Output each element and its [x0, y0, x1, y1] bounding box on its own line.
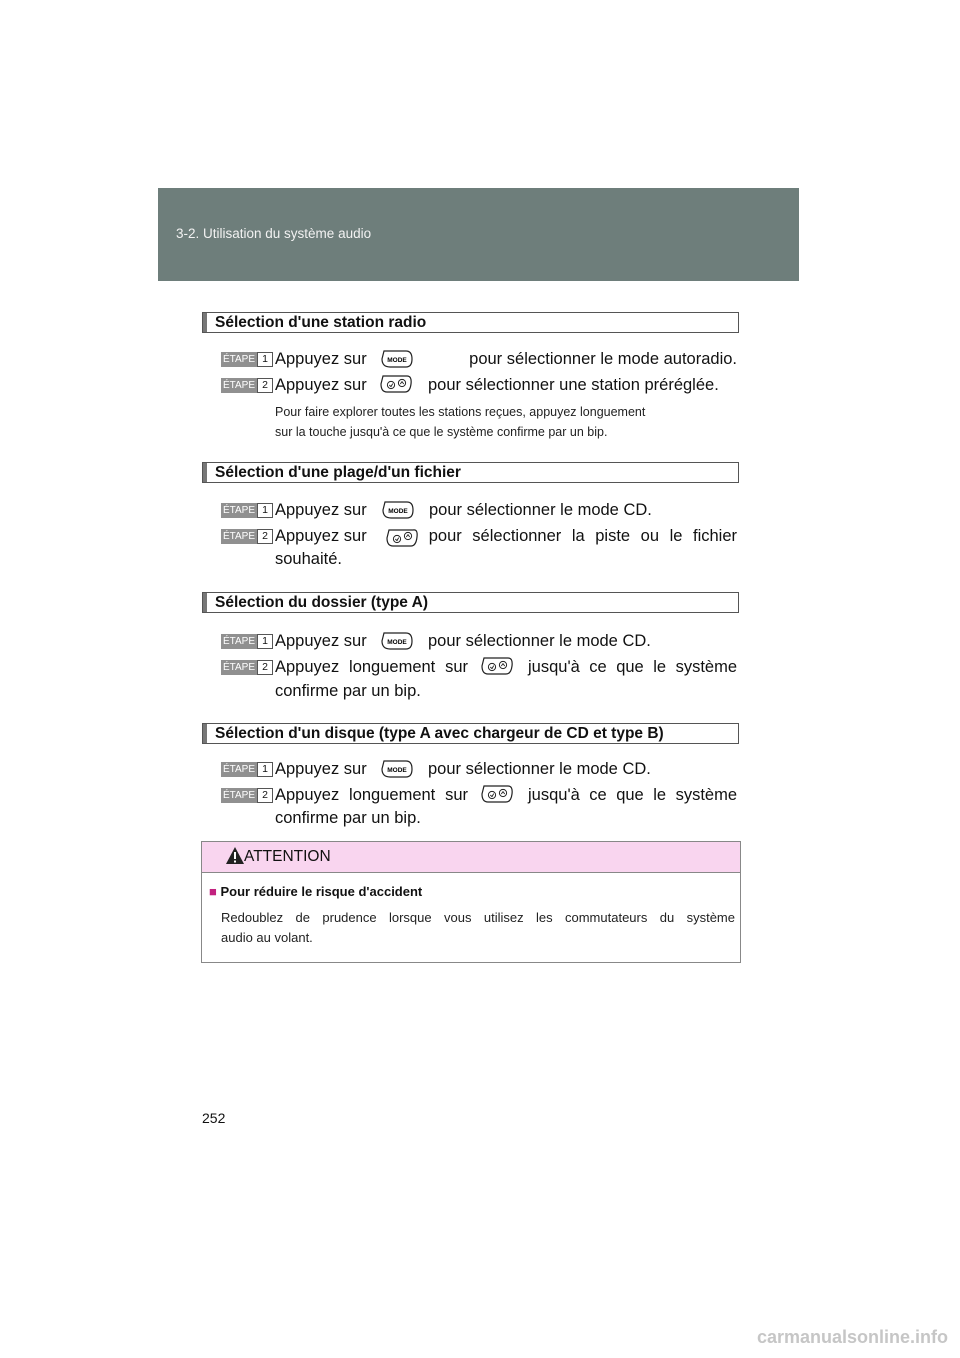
warning-triangle-icon [225, 846, 245, 866]
step-badge: ÉTAPE 2 [221, 378, 271, 393]
mode-icon [380, 759, 414, 779]
step-badge: ÉTAPE 2 [221, 788, 271, 803]
seek-icon [379, 373, 413, 395]
seek-icon [385, 525, 419, 549]
svg-text:MODE: MODE [388, 508, 408, 515]
step-badge: ÉTAPE 2 [221, 529, 271, 544]
svg-text:MODE: MODE [387, 639, 407, 646]
svg-text:MODE: MODE [387, 767, 407, 774]
step-badge: ÉTAPE 1 [221, 762, 271, 777]
section-title-track-file: Sélection d'une plage/d'un fichier [202, 462, 739, 483]
watermark: carmanualsonline.info [756, 1327, 948, 1347]
section-title-radio-station: Sélection d'une station radio [202, 312, 739, 333]
mode-icon [381, 500, 415, 520]
mode-icon [380, 631, 414, 651]
seek-icon [480, 655, 514, 677]
step-badge: ÉTAPE 2 [221, 660, 271, 675]
step-instruction-continued: confirme par un bip. [275, 682, 421, 700]
section-title-folder: Sélection du dossier (type A) [202, 592, 739, 613]
warning-title: ATTENTION [244, 848, 331, 865]
page-number: 252 [202, 1110, 226, 1126]
warning-box [201, 841, 741, 963]
warning-body: Redoublez de prudence lorsque vous utilisez les commutateurs du système audio au volant. [221, 910, 735, 945]
step-note: Pour faire explorer toutes les stations reçues, appuyez longuement sur la touche jusqu'à ce que le système confirme par un bip. [275, 405, 646, 439]
chapter-header [158, 188, 799, 281]
step-instruction: Appuyez sur pour sélectionner le mode autoradio. [275, 350, 737, 368]
step-badge: ÉTAPE 1 [221, 503, 271, 518]
section-title-disc: Sélection d'un disque (type A avec chargeur de CD et type B) [202, 723, 739, 744]
chapter-section-label: 3-2. Utilisation du système audio [176, 226, 372, 241]
svg-text:MODE: MODE [387, 357, 407, 364]
seek-icon [480, 783, 514, 805]
step-badge: ÉTAPE 1 [221, 352, 271, 367]
step-badge: ÉTAPE 1 [221, 634, 271, 649]
step-instruction-continued: confirme par un bip. [275, 809, 421, 827]
warning-header [202, 842, 740, 873]
warning-subtitle: ■ Pour réduire le risque d'accident [209, 884, 423, 899]
mode-icon [380, 349, 414, 369]
step-instruction-continued: souhaité. [275, 550, 342, 568]
step-instruction: Appuyez sur pour sélectionner la piste ou le fichier [275, 527, 737, 545]
